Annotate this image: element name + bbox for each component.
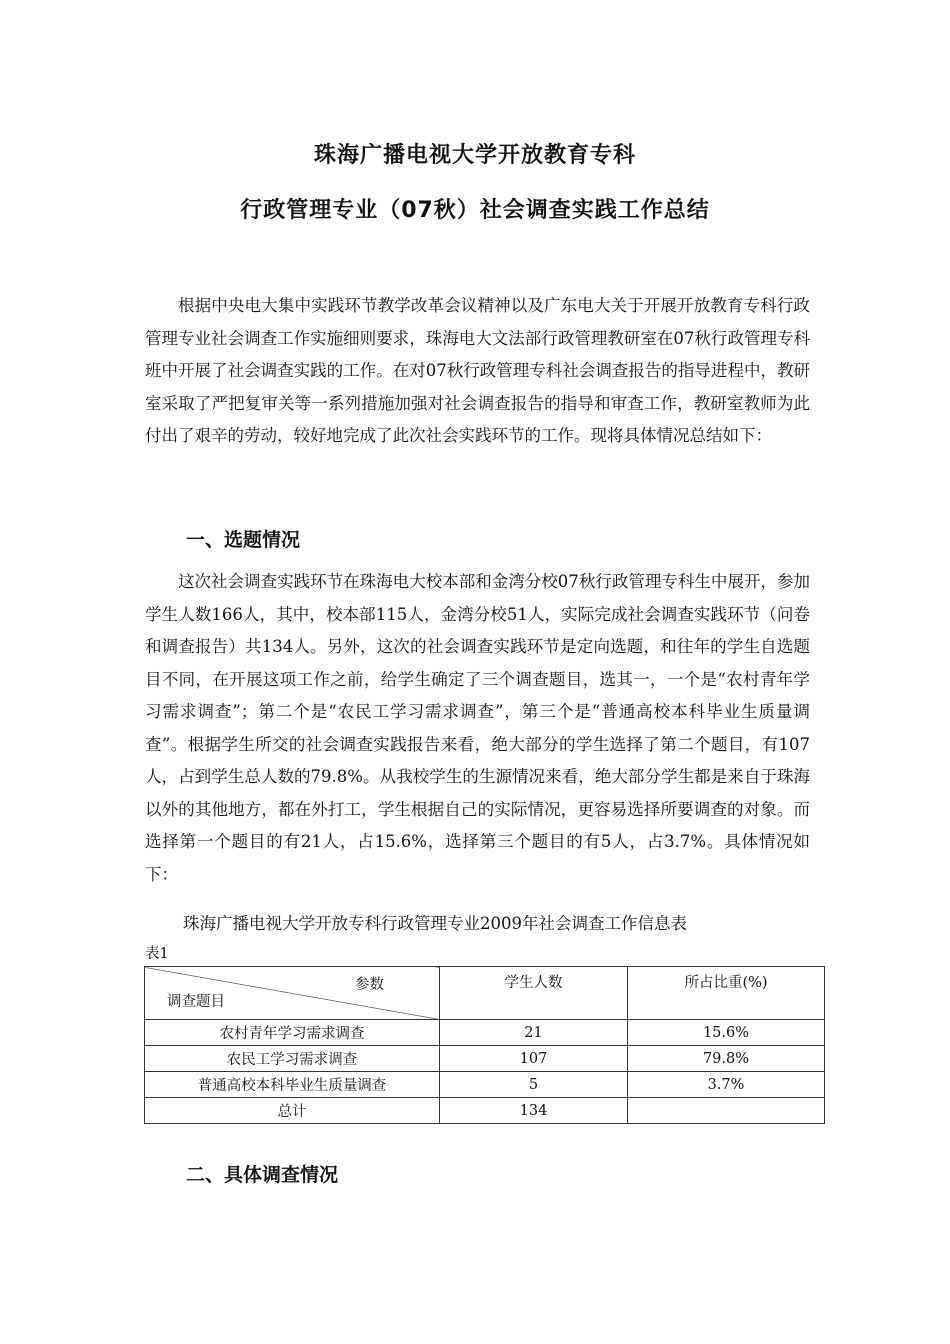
table-row bbox=[145, 1072, 825, 1098]
section2-heading: 二、具体调查情况 bbox=[186, 1164, 339, 1186]
table-row bbox=[145, 1020, 825, 1046]
section1-heading: 一、选题情况 bbox=[186, 529, 301, 551]
document-title-line1: 珠海广播电视大学开放教育专科 bbox=[313, 143, 636, 168]
total-percent bbox=[628, 1098, 825, 1124]
row-students: 5 bbox=[440, 1072, 628, 1098]
table-caption: 珠海广播电视大学开放专科行政管理专业2009年社会调查工作信息表 bbox=[183, 914, 687, 933]
total-label: 总计 bbox=[145, 1098, 440, 1124]
header-param-label: 参数 bbox=[355, 977, 384, 993]
table-row bbox=[145, 1046, 825, 1072]
row-students: 107 bbox=[440, 1046, 628, 1072]
row-students: 21 bbox=[440, 1020, 628, 1046]
header-topic-label: 调查题目 bbox=[167, 994, 225, 1010]
intro-paragraph: 根据中央电大集中实践环节教学改革会议精神以及广东电大关于开展开放教育专科行政管理专业社会调查工作实施细则要求，珠海电大文法部行政管理教研室在07秋行政管理专科班中开展了社会调查实践的工作。在对07秋行政管理专科社会调查报告的指导进程中，教研室采取了严把复审关等一系列措施加强对社会调查报告的指导和审查工作，教研室教师为此付出了艰辛的劳动，较好地完成了此次社会实践环节的工作。现将具体情况总结如下： bbox=[145, 296, 810, 445]
header-students: 学生人数 bbox=[440, 967, 628, 1020]
row-topic: 农村青年学习需求调查 bbox=[145, 1020, 440, 1046]
header-percent: 所占比重(%) bbox=[628, 967, 825, 1020]
survey-info-table bbox=[144, 966, 825, 1124]
table-total-row bbox=[145, 1098, 825, 1124]
row-percent: 79.8% bbox=[628, 1046, 825, 1072]
row-topic: 农民工学习需求调查 bbox=[145, 1046, 440, 1072]
diagonal-header-cell bbox=[145, 967, 440, 1020]
table-label: 表1 bbox=[145, 946, 169, 962]
row-percent: 3.7% bbox=[628, 1072, 825, 1098]
table-header-row bbox=[145, 967, 825, 1020]
row-topic: 普通高校本科毕业生质量调查 bbox=[145, 1072, 440, 1098]
section1-paragraph: 这次社会调查实践环节在珠海电大校本部和金湾分校07秋行政管理专科生中展开，参加学生人数166人，其中，校本部115人，金湾分校51人，实际完成社会调查实践环节（问卷和调查报告）共134人。另外，这次的社会调查实践环节是定向选题，和往年的学生自选题目不同，在开展这项工作之前，给学生确定了三个调查题目，选其一，一个是“农村青年学习需求调查”；第二个是“农民工学习需求调查”，第三个是“普通高校本科毕业生质量调查”。根据学生所交的社会调查实践报告来看，绝大部分的学生选择了第二个题目，有107人，占到学生总人数的79.8%。从我校学生的生源情况来看，绝大部分学生都是来自于珠海以外的其他地方，都在外打工，学生根据自己的实际情况，更容易选择所要调查的对象。而选择第一个题目的有21人，占15.6%，选择第三个题目的有5人，占3.7%。具体情况如下： bbox=[145, 572, 810, 884]
row-percent: 15.6% bbox=[628, 1020, 825, 1046]
total-students: 134 bbox=[440, 1098, 628, 1124]
document-title-line2: 行政管理专业（07秋）社会调查实践工作总结 bbox=[240, 198, 710, 223]
